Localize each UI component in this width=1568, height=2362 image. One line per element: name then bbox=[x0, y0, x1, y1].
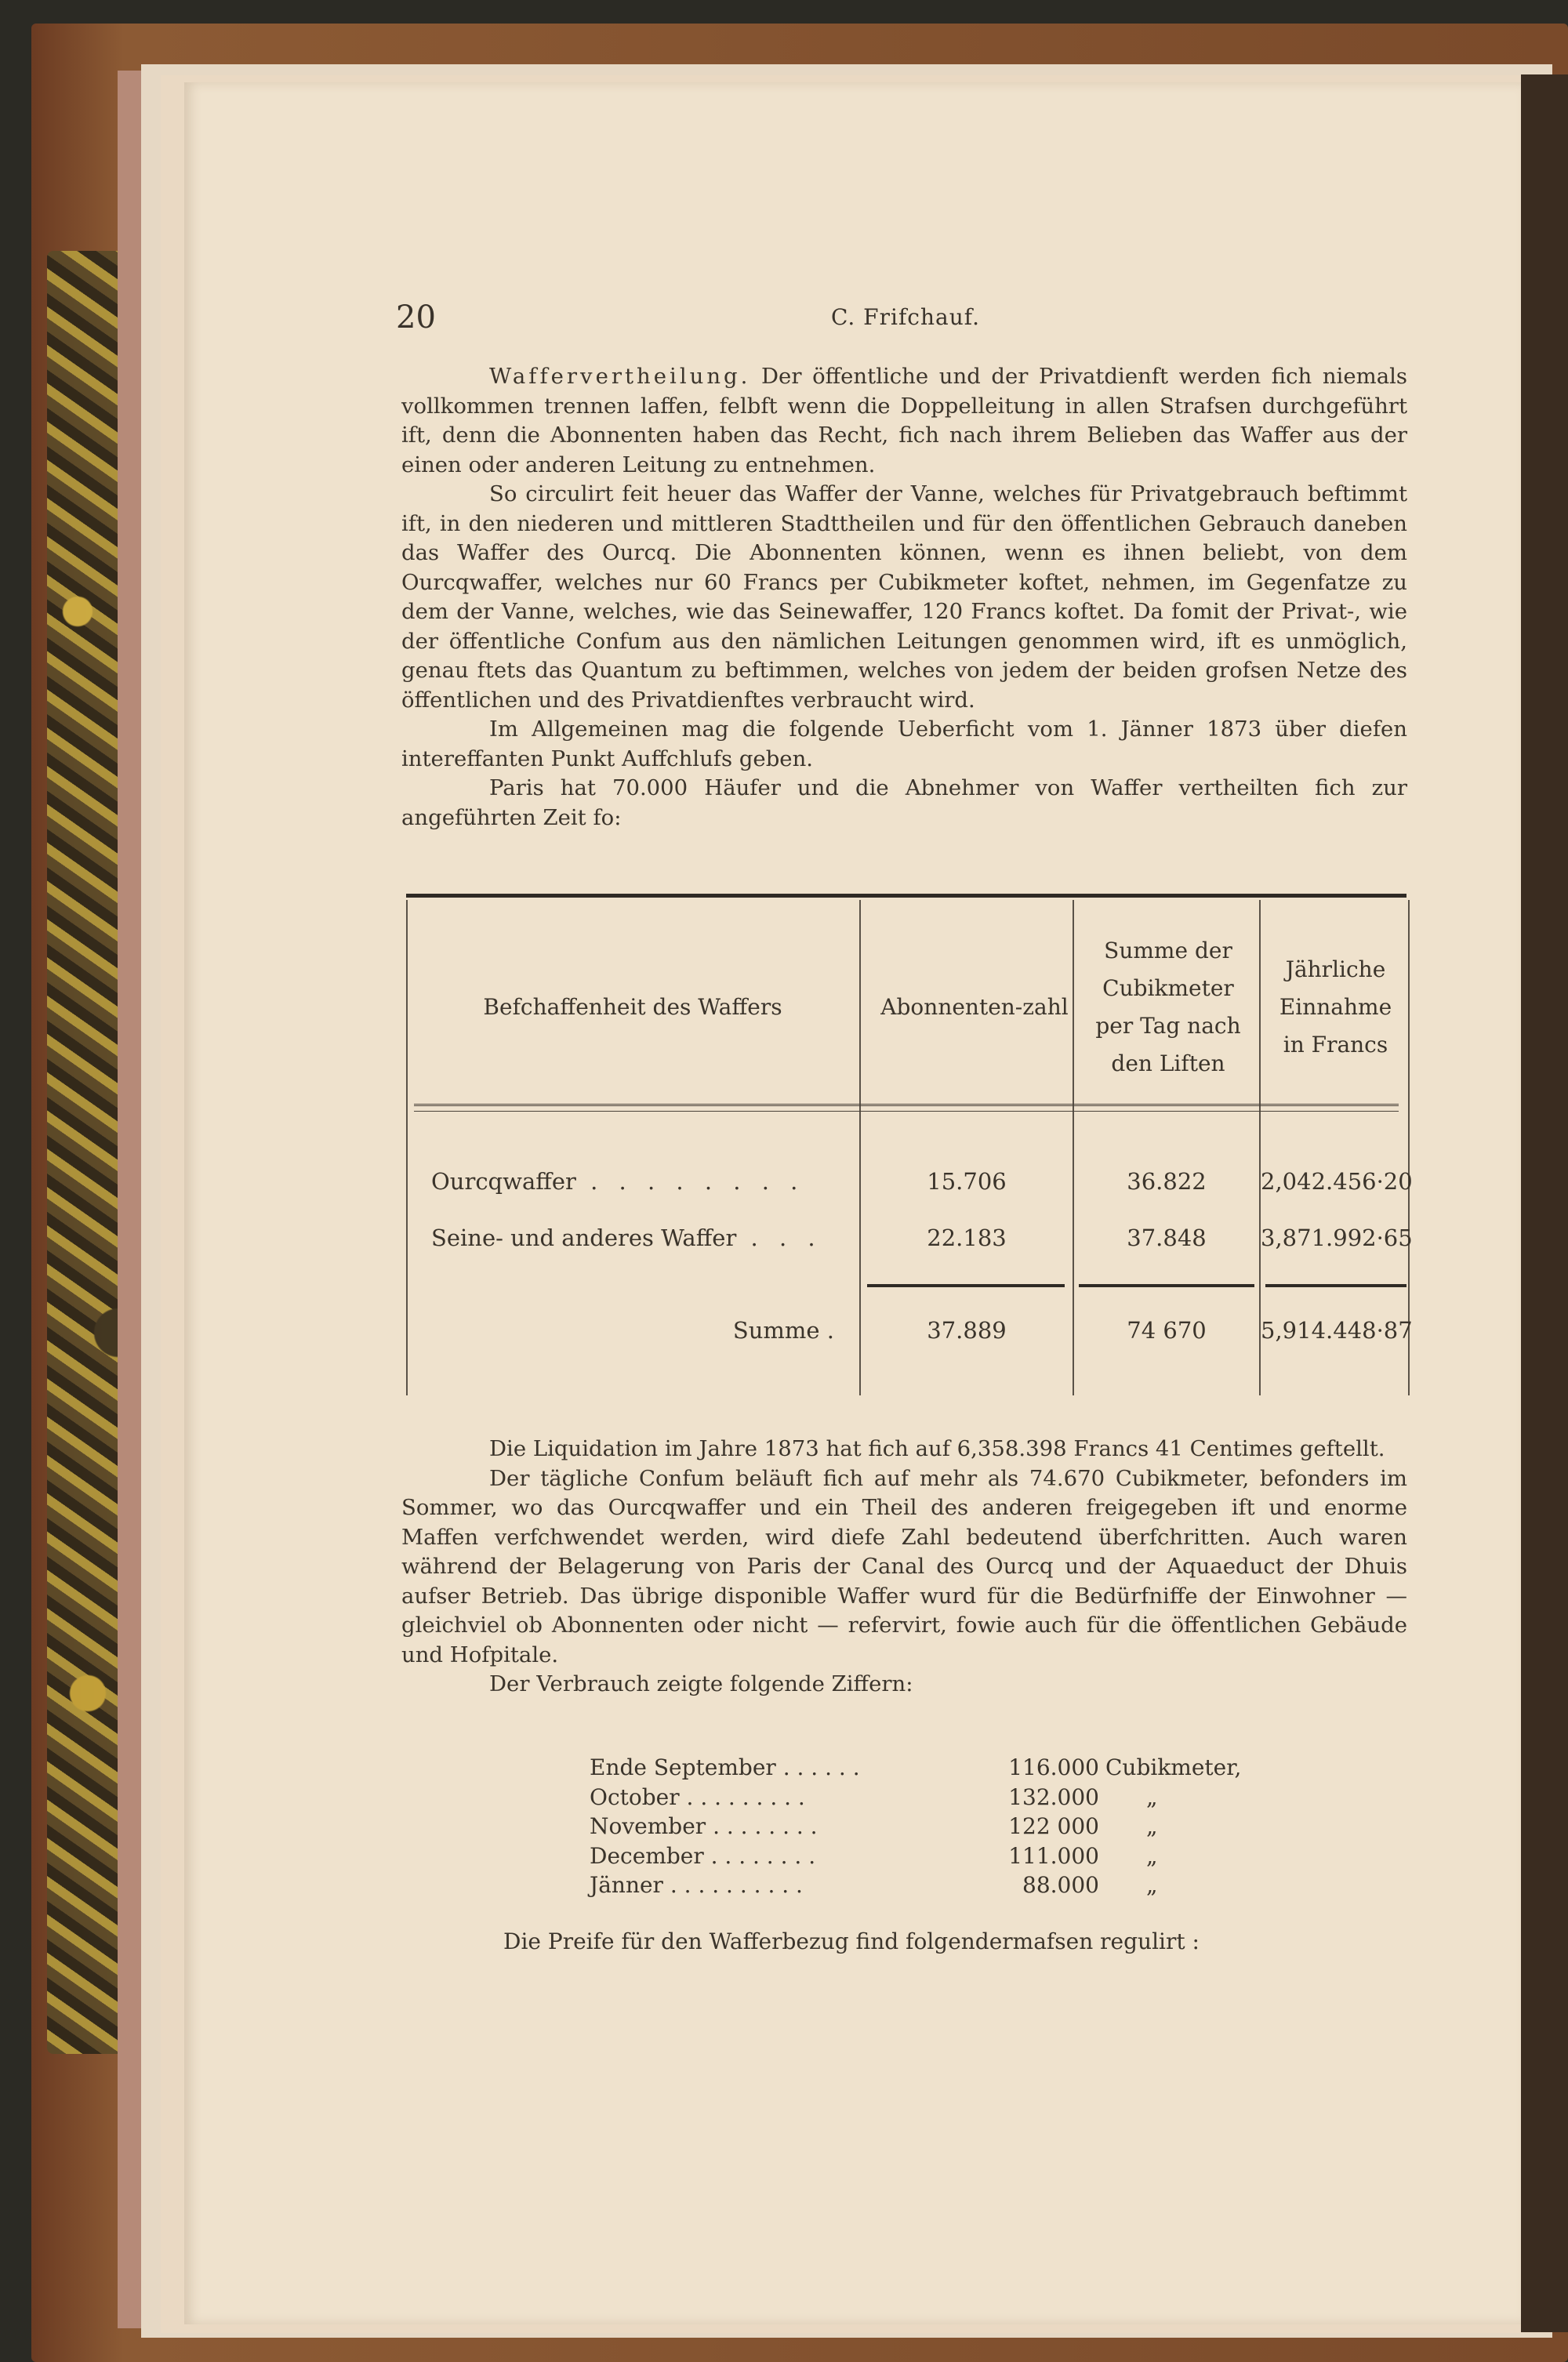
list-amount: 132.000 bbox=[1008, 1783, 1099, 1810]
consumption-list bbox=[590, 1753, 1295, 1900]
row-label: Ourcqwaffer . . . . . . . . bbox=[431, 1168, 805, 1195]
sum-label: Summe . bbox=[732, 1317, 834, 1344]
table-sum-row bbox=[406, 1317, 1413, 1364]
cell-abonnenten: 37.889 bbox=[927, 1317, 1007, 1344]
list-item bbox=[590, 1870, 1295, 1900]
paragraph: So circulirt feit heuer das Waffer der Vanne, welches für Privatgebrauch beftimmt ift, in den niederen und mittleren Stadttheilen und für den öffentlichen Gebrauch daneben das Waffer des Ourcq. Die Abonnenten können, wenn es ihnen beliebt, von dem Ourcqwaffer, welches nur 60 Francs per Cubikmeter koftet, nehmen, im Gegenfatze zu dem der Vanne, welches, wie das Seinewaffer, 120 Francs koftet. Da fomit der Privat-, wie der öffentliche Confum aus den nämlichen Leitungen genommen wird, ift es unmöglich, genau ftets das Quantum zu beftimmen, welches von jedem der beiden grofsen Netze des öffentlichen und des Privatdienftes verbraucht wird. bbox=[401, 481, 1407, 713]
header-cell-befchaffenheit: Befchaffenheit des Waffers bbox=[483, 994, 782, 1020]
paragraph: Die Liquidation im Jahre 1873 hat fich auf 6,358.398 Francs 41 Centimes geftellt. bbox=[489, 1436, 1385, 1461]
list-amount: 111.000 bbox=[1008, 1842, 1099, 1869]
list-month: December . . . . . . . . bbox=[590, 1842, 816, 1869]
sum-rule bbox=[867, 1284, 1065, 1287]
facing-page-gutter bbox=[1521, 74, 1568, 2332]
list-unit: Cubikmeter, bbox=[1105, 1754, 1242, 1780]
list-month: Jänner . . . . . . . . . . bbox=[590, 1872, 803, 1898]
header-rule bbox=[414, 1104, 1399, 1112]
cell-cubikmeter: 36.822 bbox=[1127, 1168, 1207, 1195]
sum-rule bbox=[1265, 1284, 1406, 1287]
paragraph: Der Verbrauch zeigte folgende Ziffern: bbox=[489, 1671, 913, 1696]
water-distribution-table bbox=[406, 894, 1413, 1395]
header-cell-einnahme: Jährliche Einnahme in Francs bbox=[1279, 956, 1392, 1058]
table-row bbox=[406, 1168, 1413, 1215]
paragraph: Im Allgemeinen mag die folgende Ueberficht vom 1. Jänner 1873 über diefen intereffanten Punkt Auffchlufs geben. bbox=[401, 717, 1407, 771]
list-amount: 88.000 bbox=[1022, 1872, 1099, 1898]
cell-abonnenten: 15.706 bbox=[927, 1168, 1007, 1195]
sum-rule bbox=[1079, 1284, 1254, 1287]
list-item bbox=[590, 1783, 1295, 1812]
list-amount: 116.000 bbox=[1008, 1754, 1099, 1780]
cell-einnahme: 5,914.448·87 bbox=[1261, 1317, 1413, 1344]
body-text-top bbox=[401, 362, 1407, 833]
list-month: Ende September . . . . . . bbox=[590, 1754, 860, 1780]
table-top-rule bbox=[406, 894, 1406, 898]
list-item bbox=[590, 1753, 1295, 1783]
cell-abonnenten: 22.183 bbox=[927, 1225, 1007, 1251]
row-label: Seine- und anderes Waffer . . . bbox=[431, 1225, 822, 1251]
header-cell-abonnenten: Abonnenten-zahl bbox=[880, 994, 1069, 1020]
list-month: October . . . . . . . . . bbox=[590, 1783, 805, 1810]
list-unit: „ bbox=[1146, 1872, 1158, 1898]
list-unit: „ bbox=[1146, 1842, 1158, 1869]
body-text-bottom bbox=[401, 1435, 1407, 1700]
list-item bbox=[590, 1841, 1295, 1871]
page-header bbox=[396, 299, 1415, 336]
list-item bbox=[590, 1812, 1295, 1841]
list-unit: „ bbox=[1146, 1813, 1158, 1839]
closing-line: Die Preife für den Wafferbezug find folgendermafsen regulirt : bbox=[503, 1928, 1200, 1954]
paragraph-text: Der öffentliche und der Privatdienft werden fich niemals vollkommen trennen laffen, felbft wenn die Doppelleitung in allen Strafsen durchgeführt ift, denn die Abonnenten haben das Recht, fich nach ihrem Belieben das Waffer aus der einen oder anderen Leitung zu entnehmen. bbox=[401, 364, 1407, 477]
list-month: November . . . . . . . . bbox=[590, 1813, 818, 1839]
section-heading: Waffervertheilung. bbox=[489, 364, 751, 389]
cell-einnahme: 3,871.992·65 bbox=[1261, 1225, 1413, 1251]
header-cell-cubikmeter: Summe der Cubikmeter per Tag nach den Liften bbox=[1095, 938, 1241, 1076]
running-head: C. Frifchauf. bbox=[830, 304, 981, 330]
list-unit: „ bbox=[1146, 1783, 1158, 1810]
cell-cubikmeter: 74 670 bbox=[1127, 1317, 1207, 1344]
table-row bbox=[406, 1225, 1413, 1272]
paragraph bbox=[401, 362, 1407, 480]
list-amount: 122 000 bbox=[1008, 1813, 1099, 1839]
paragraph: Paris hat 70.000 Häufer und die Abnehmer von Waffer vertheilten fich zur angeführten Zeit fo: bbox=[401, 775, 1407, 830]
cell-cubikmeter: 37.848 bbox=[1127, 1225, 1207, 1251]
page-number: 20 bbox=[396, 299, 436, 336]
paragraph: Der tägliche Confum beläuft fich auf mehr als 74.670 Cubikmeter, befonders im Sommer, wo das Ourcqwaffer und ein Theil des anderen freigegeben ift und enorme Maffen verfchwendet werden, wird diefe Zahl bedeutend überfchritten. Auch waren während der Belagerung von Paris der Canal des Ourcq und der Aquaeduct der Dhuis aufser Betrieb. Das übrige disponible Waffer wurd für die Bedürfniffe der Einwohner — gleichviel ob Abonnenten oder nicht — refervirt, fowie auch für die öffentlichen Gebäude und Hofpitale. bbox=[401, 1465, 1407, 1667]
cell-einnahme: 2,042.456·20 bbox=[1261, 1168, 1413, 1195]
